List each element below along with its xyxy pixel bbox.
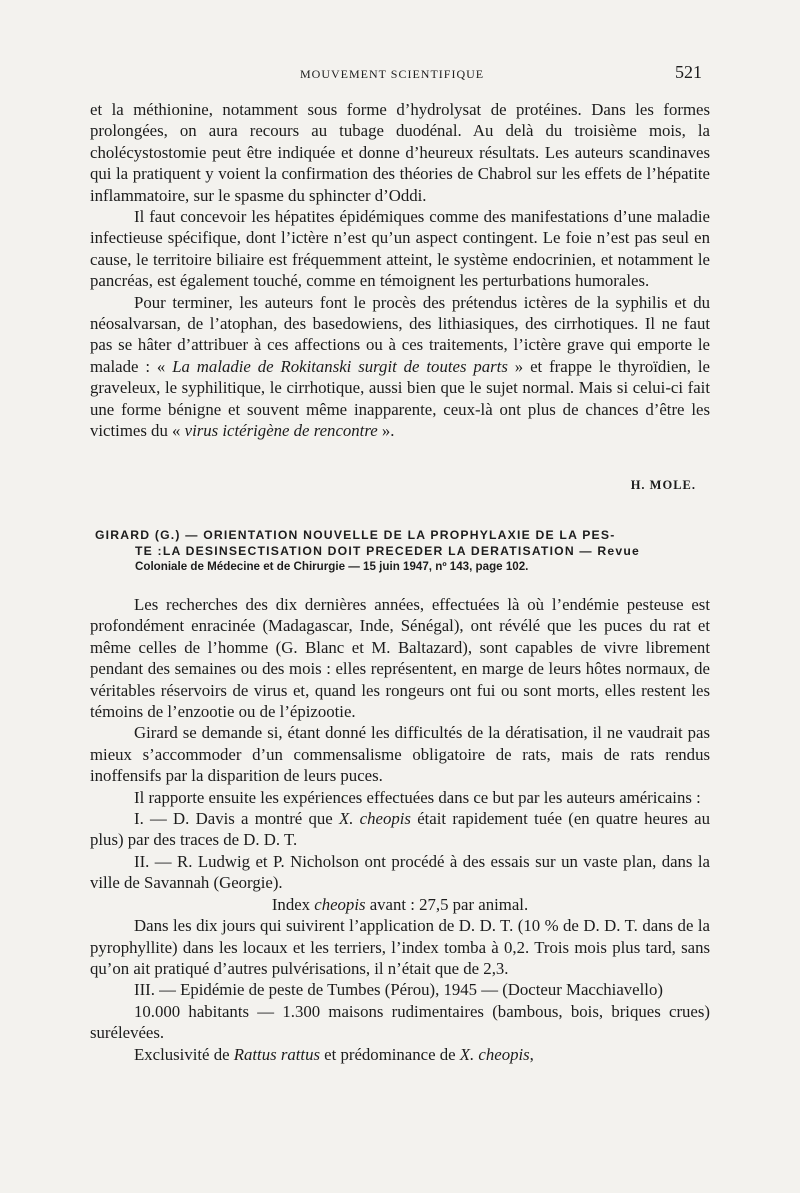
paragraph: Il faut concevoir les hépatites épidémiques comme des manifestations d’une maladie infectieuse spécifique, dont l’ictère n’est qu’un aspect contingent. Le foie n’est pas seul en cause, le territoire biliaire est fréquemment atteint, le système endocrinien, et notamment le pancréas, est également touché, comme en témoignent les perturbations humorales. xyxy=(90,207,710,291)
text-run: , xyxy=(529,1044,534,1064)
text-run: ». xyxy=(377,421,395,441)
article-girard-text xyxy=(90,594,710,1065)
article-reference xyxy=(95,527,705,575)
reference-line: Coloniale de Médecine et de Chirurgie — 15 juin 1947, nº 143, page 102. xyxy=(135,560,529,573)
paragraph: et la méthionine, notamment sous forme d’hydrolysat de protéines. Dans les formes prolongées, on aura recours au tubage duodénal. Au delà du troisième mois, la cholécystostomie peut être indiquée et donne d’heureux résultats. Les auteurs scandinaves qui la pratiquent y voient la confirmation des théories de Chabrol sur les effets de l’hépatite inflammatoire, sur le spasme du sphincter d’Oddi. xyxy=(90,100,710,205)
paragraph: Dans les dix jours qui suivirent l’application de D. D. T. (10 % de D. D. T. dans de la pyrophyllite) dans les locaux et les terriers, l’index tomba à 0,2. Trois mois plus tard, sans qu’on ait pratiqué d’autres pulvérisations, il n’était que de 2,3. xyxy=(90,916,710,978)
paragraph: Les recherches des dix dernières années, effectuées là où l’endémie pesteuse est profondément enracinée (Madagascar, Inde, Sénégal), ont révélé que les puces du rat et même celles de l’homme (G. Blanc et M. Baltazard), sont capables de vivre librement pendant des semaines ou des mois : elles représentent, en marge de leurs hôtes normaux, de véritables réservoirs de virus et, quand les rongeurs ont fui ou sont morts, elles restent les témoins de l’enzootie ou de l’épizootie. xyxy=(90,595,710,722)
italic-quote: virus ictérigène de rencontre xyxy=(184,421,378,441)
paragraph: Il rapporte ensuite les expériences effectuées dans ce but par les auteurs américains : xyxy=(134,787,701,807)
author-signature: H. MOLE. xyxy=(630,478,696,492)
text-run: Pour terminer, les auteurs font le procès des prétendus ictères de la syphilis et du néosalvarsan, de l’atophan, des basedowiens, des lithiasiques, des cirrhotiques. Il ne faut pas se hâter d’attribuer à ces affections ou à ces traitements, l’ictère grave qui emporte le malade : « xyxy=(90,292,710,376)
paragraph xyxy=(90,292,710,442)
italic-quote: La maladie de Rokitanski surgit de toutes parts xyxy=(172,356,508,376)
italic-species: cheopis xyxy=(314,894,366,914)
italic-species: Rattus rattus xyxy=(233,1044,320,1064)
paragraph: 10.000 habitants — 1.300 maisons rudimentaires (bambous, bois, briques crues) surélevées. xyxy=(90,1001,710,1043)
paragraph xyxy=(90,894,710,915)
paragraph: II. — R. Ludwig et P. Nicholson ont procédé à des essais sur un vaste plan, dans la ville de Savannah (Georgie). xyxy=(90,851,710,893)
reference-line: TE :LA DESINSECTISATION DOIT PRECEDER LA DERATISATION — Revue xyxy=(135,544,640,558)
paragraph xyxy=(90,808,710,851)
reference-line: GIRARD (G.) — ORIENTATION NOUVELLE DE LA PROPHYLAXIE DE LA PES- xyxy=(95,528,616,542)
text-run: Index xyxy=(271,894,315,914)
paragraph: Girard se demande si, étant donné les difficultés de la dératisation, il ne vaudrait pas mieux s’accommoder d’un commensalisme obligatoire de rats, mais de rats rendus inoffensifs par la disparition de leurs puces. xyxy=(90,723,710,786)
text-run: I. — D. Davis a montré que xyxy=(134,809,339,829)
italic-species: X. cheopis xyxy=(459,1044,530,1064)
text-run: était rapidement tuée (en quatre heures au plus) par des traces de D. D. T. xyxy=(90,809,710,850)
text-run: avant : 27,5 par animal. xyxy=(365,894,529,914)
paragraph: III. — Epidémie de peste de Tumbes (Pérou), 1945 — (Docteur Macchiavello) xyxy=(134,980,663,1000)
article-mole-text xyxy=(90,99,710,442)
running-title: MOUVEMENT SCIENTIFIQUE xyxy=(300,67,485,81)
page-header xyxy=(90,62,710,86)
paragraph xyxy=(90,1044,710,1065)
text-run: » et frappe le thyroïdien, le graveleux, le syphilitique, le cirrhotique, aussi bien que le sujet normal. Mais si celui-ci fait une forme bénigne et souvent même inapparente, ceux-là ont plus de chances d’être les victimes du « xyxy=(90,356,711,441)
text-run: et prédominance de xyxy=(319,1044,460,1064)
text-run: Exclusivité de xyxy=(134,1044,234,1064)
page-number: 521 xyxy=(675,62,702,82)
italic-species: X. cheopis xyxy=(338,809,411,829)
